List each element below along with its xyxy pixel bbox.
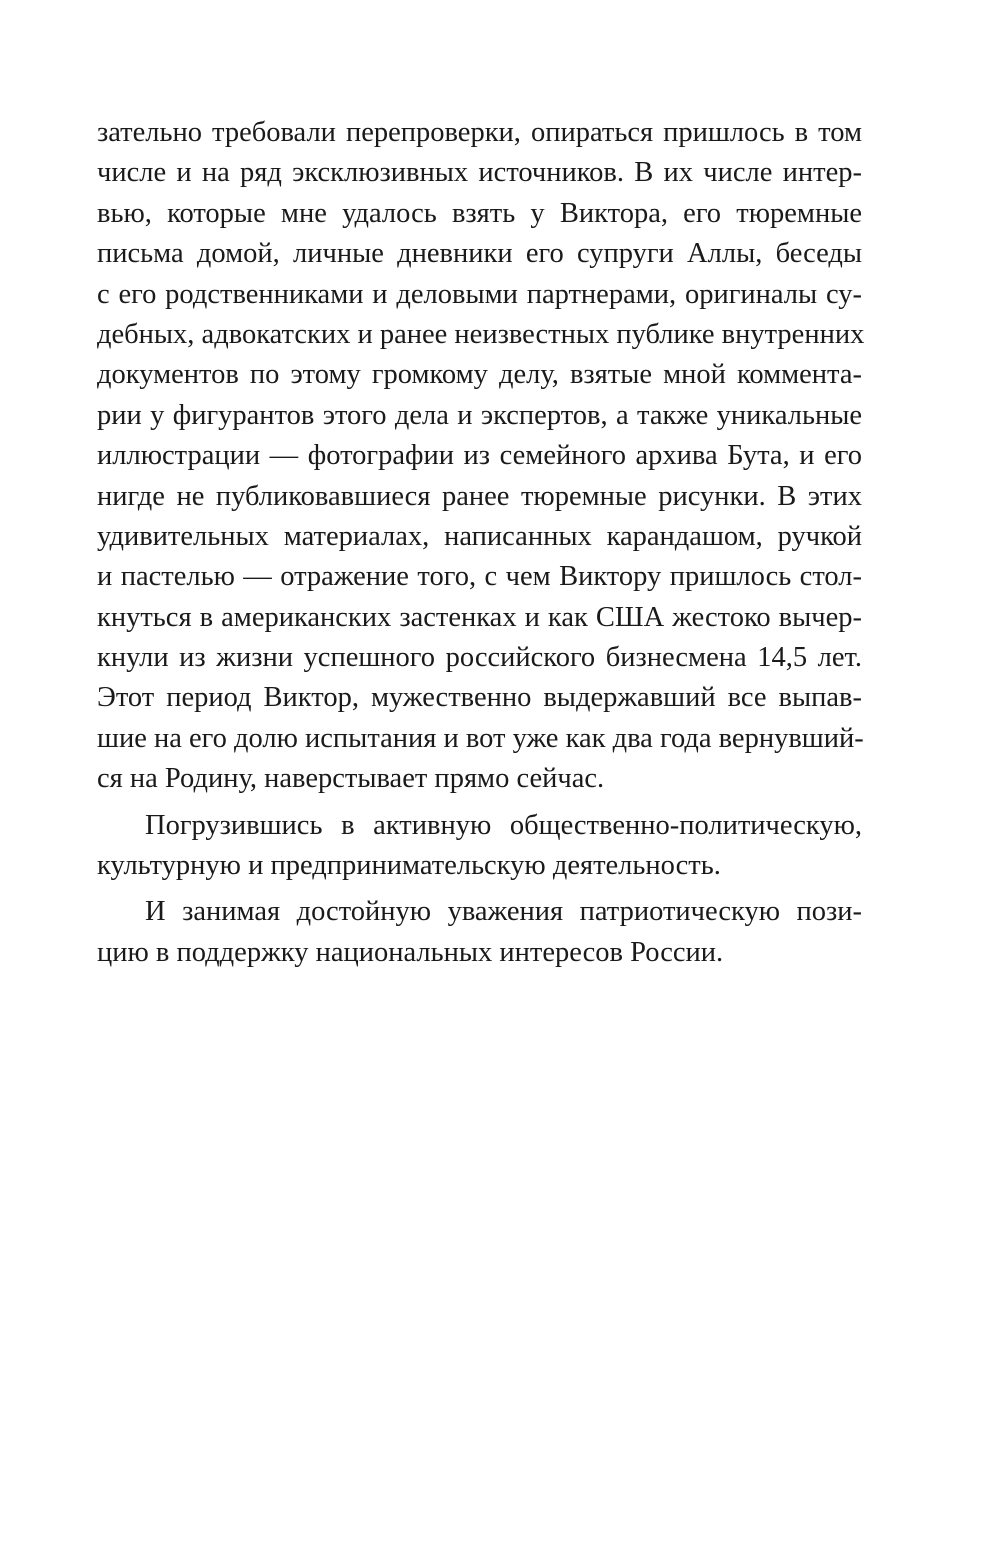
text-line: ся на Родину, наверстывает прямо сейчас. (97, 763, 605, 795)
text-line: шие на его долю испытания и вот уже как два года вернувший- (97, 722, 864, 754)
paragraph-3 (97, 892, 862, 973)
text-line: вью, которые мне удалось взять у Виктора, его тюремные (97, 197, 862, 229)
text-line: кнули из жизни успешного российского бизнесмена 14,5 лет. (97, 642, 862, 674)
text-line: числе и на ряд эксклюзивных источников. В их числе интер- (97, 157, 862, 189)
text-line: И занимая достойную уважения патриотическую пози- (145, 896, 862, 928)
body-text (97, 113, 865, 973)
paragraph-1 (97, 113, 865, 800)
text-line: удивительных материалах, написанных карандашом, ручкой (97, 520, 862, 552)
text-line: кнуться в американских застенках и как США жестоко вычер- (97, 601, 862, 633)
text-line: письма домой, личные дневники его супруги Аллы, беседы (97, 238, 862, 270)
text-line: дебных, адвокатских и ранее неизвестных публике внутренних (97, 318, 865, 350)
text-line: Этот период Виктор, мужественно выдержавший все выпав- (97, 682, 862, 714)
text-line: рии у фигурантов этого дела и экспертов, а также уникальные (97, 399, 862, 431)
text-line: с его родственниками и деловыми партнерами, оригиналы су- (97, 278, 862, 310)
paragraph-2 (97, 806, 862, 887)
text-line: зательно требовали перепроверки, опираться пришлось в том (97, 117, 862, 148)
text-line: культурную и предпринимательскую деятельность. (97, 850, 721, 882)
text-line: иллюстрации — фотографии из семейного архива Бута, и его (97, 440, 862, 472)
text-line: нигде не публиковавшиеся ранее тюремные рисунки. В этих (97, 480, 862, 512)
text-line: документов по этому громкому делу, взятые мной коммента- (97, 359, 862, 391)
text-line: и пастелью — отражение того, с чем Виктору пришлось стол- (97, 561, 862, 593)
text-line: цию в поддержку национальных интересов России. (97, 936, 724, 968)
text-line: Погрузившись в активную общественно-политическую, (145, 809, 862, 841)
